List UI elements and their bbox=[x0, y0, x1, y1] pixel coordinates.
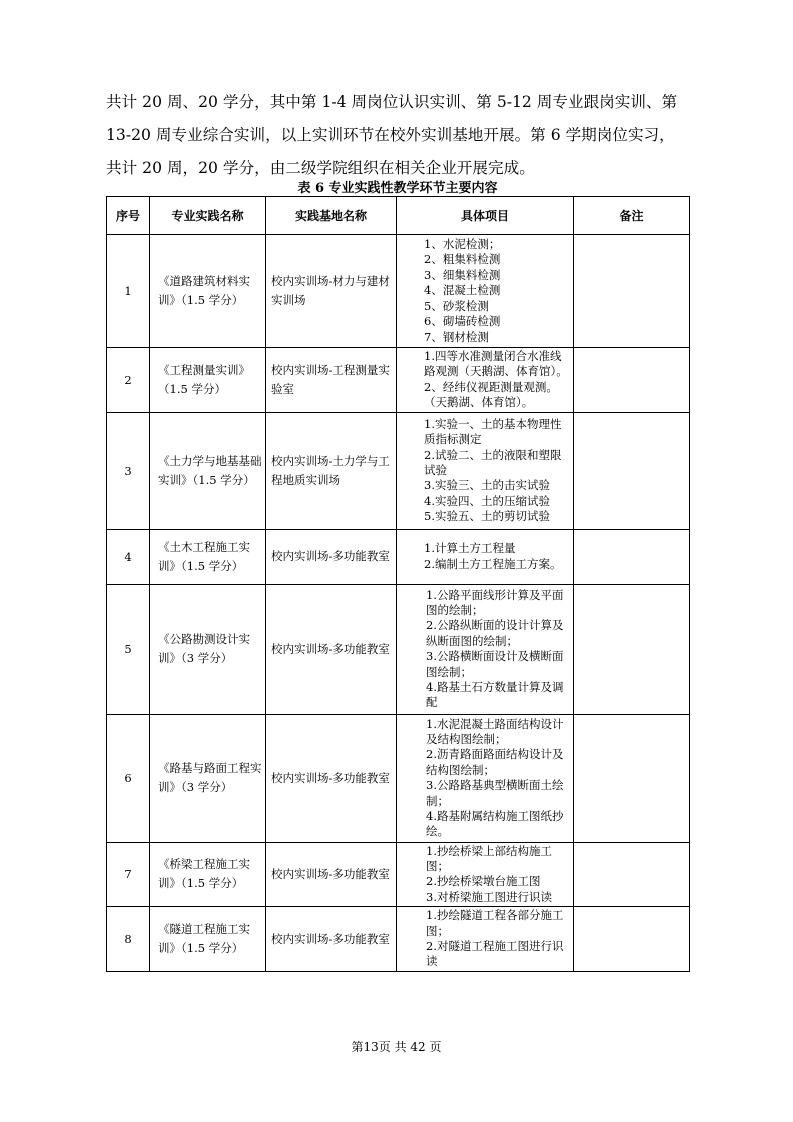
table-row bbox=[107, 529, 690, 584]
practice-note bbox=[574, 842, 690, 907]
row-number: 3 bbox=[107, 412, 150, 529]
item-line: 4.路基土石方数量计算及调配 bbox=[426, 679, 564, 710]
table-row bbox=[107, 714, 690, 842]
row-number: 8 bbox=[107, 907, 150, 972]
item-line: 4.路基附属结构施工图纸抄绘。 bbox=[426, 808, 564, 839]
practice-name: 《道路建筑材料实训》（1.5 学分） bbox=[150, 235, 266, 348]
table-header-row bbox=[107, 197, 690, 235]
item-line: 2、经纬仪视距测量观测。（天鹅湖、体育馆）。 bbox=[424, 379, 558, 410]
practice-items bbox=[397, 584, 574, 714]
row-number: 7 bbox=[107, 842, 150, 907]
intro-line: 共计 20 周、20 学分，其中第 1-4 周岗位认识实训、第 5-12 周专业跟岗实训、第 bbox=[106, 93, 678, 111]
table-row bbox=[107, 842, 690, 907]
practice-note bbox=[574, 412, 690, 529]
practice-name: 《土力学与地基基础实训》（1.5 学分） bbox=[150, 412, 266, 529]
item-line: 1.计算土方工程量 bbox=[424, 541, 516, 556]
header-cell: 序号 bbox=[107, 197, 150, 235]
item-line: 2.编制土方工程施工方案。 bbox=[424, 556, 562, 571]
practice-note bbox=[574, 348, 690, 413]
practice-note bbox=[574, 235, 690, 348]
practice-note bbox=[574, 584, 690, 714]
practice-base: 校内实训场-工程测量实验室 bbox=[266, 348, 397, 413]
table-row bbox=[107, 348, 690, 413]
practice-items bbox=[397, 529, 574, 584]
practice-items bbox=[397, 412, 574, 529]
practice-name: 《土木工程施工实训》（1.5 学分） bbox=[150, 529, 266, 584]
practice-items bbox=[397, 714, 574, 842]
item-line: 1.实验一、土的基本物理性质指标测定 bbox=[424, 416, 562, 447]
table-row bbox=[107, 412, 690, 529]
item-line: 2.试验二、土的液限和塑限试验 bbox=[424, 447, 562, 477]
practice-base: 校内实训场-多功能教室 bbox=[266, 907, 397, 972]
intro-line: 13-20 周专业综合实训，以上实训环节在校外实训基地开展。第 6 学期岗位实习， bbox=[106, 126, 675, 144]
practice-note bbox=[574, 714, 690, 842]
item-line: 1.公路平面线形计算及平面图的绘制； bbox=[426, 587, 564, 617]
header-cell: 实践基地名称 bbox=[266, 197, 397, 235]
practice-items bbox=[397, 235, 574, 348]
practice-items bbox=[397, 842, 574, 907]
practice-name: 《桥梁工程施工实训》（1.5 学分） bbox=[150, 842, 266, 907]
practice-items bbox=[397, 348, 574, 413]
item-line: 1.抄绘桥梁上部结构施工图； bbox=[426, 843, 552, 874]
item-line: 3.对桥梁施工图进行识读 bbox=[426, 889, 552, 904]
item-line: 3.公路路基典型横断面土绘制； bbox=[426, 778, 564, 808]
practice-base: 校内实训场-多功能教室 bbox=[266, 714, 397, 842]
item-line: 1、水泥检测； bbox=[424, 237, 501, 252]
row-number: 6 bbox=[107, 714, 150, 842]
practice-name: 《隧道工程施工实训》（1.5 学分） bbox=[150, 907, 266, 972]
item-line: 4、混凝土检测 bbox=[424, 283, 501, 298]
practice-base: 校内实训场-多功能教室 bbox=[266, 529, 397, 584]
practice-base: 校内实训场-土力学与工程地质实训场 bbox=[266, 412, 397, 529]
row-number: 2 bbox=[107, 348, 150, 413]
practice-items bbox=[397, 907, 574, 972]
page-footer: 第13页 共 42 页 bbox=[351, 1040, 442, 1054]
item-line: 2.对隧道工程施工图进行识读 bbox=[426, 939, 564, 969]
item-line: 1.水泥混凝土路面结构设计及结构图绘制； bbox=[426, 716, 564, 746]
item-line: 7、钢材检测 bbox=[424, 329, 489, 344]
practice-note bbox=[574, 907, 690, 972]
practice-name: 《公路勘测设计实训》（3 学分） bbox=[150, 584, 266, 714]
item-line: 2.公路纵断面的设计计算及纵断面图的绘制； bbox=[426, 618, 564, 648]
practice-table bbox=[106, 196, 690, 972]
item-line: 1.四等水准测量闭合水准线路观测（天鹅湖、体育馆）。 bbox=[424, 349, 568, 379]
intro-paragraph bbox=[106, 86, 686, 185]
header-cell: 备注 bbox=[574, 197, 690, 235]
row-number: 4 bbox=[107, 529, 150, 584]
item-line: 2、粗集料检测 bbox=[424, 252, 501, 267]
item-line: 1.抄绘隧道工程各部分施工图； bbox=[426, 908, 564, 938]
practice-base: 校内实训场-多功能教室 bbox=[266, 584, 397, 714]
table-row bbox=[107, 584, 690, 714]
item-line: 5.实验五、土的剪切试验 bbox=[424, 509, 550, 524]
practice-note bbox=[574, 529, 690, 584]
row-number: 5 bbox=[107, 584, 150, 714]
intro-line: 共计 20 周，20 学分，由二级学院组织在相关企业开展完成。 bbox=[106, 159, 535, 177]
item-line: 3、细集料检测 bbox=[424, 267, 501, 282]
header-cell: 具体项目 bbox=[397, 197, 574, 235]
practice-name: 《路基与路面工程实训》（3 学分） bbox=[150, 714, 266, 842]
practice-base: 校内实训场-多功能教室 bbox=[266, 842, 397, 907]
item-line: 4.实验四、土的压缩试验 bbox=[424, 493, 550, 508]
table-row bbox=[107, 907, 690, 972]
item-line: 2.抄绘桥梁墩台施工图 bbox=[426, 874, 541, 889]
item-line: 2.沥青路面路面结构设计及结构图绘制； bbox=[426, 747, 564, 777]
practice-name: 《工程测量实训》（1.5 学分） bbox=[150, 348, 266, 413]
table-row bbox=[107, 235, 690, 348]
item-line: 6、砌墙砖检测 bbox=[424, 314, 501, 329]
table-caption: 表 6 专业实践性教学环节主要内容 bbox=[297, 181, 498, 196]
row-number: 1 bbox=[107, 235, 150, 348]
item-line: 3.公路横断面设计及横断面图绘制； bbox=[426, 649, 564, 679]
practice-base: 校内实训场-材力与建材实训场 bbox=[266, 235, 397, 348]
item-line: 5、砂浆检测 bbox=[424, 298, 489, 313]
header-cell: 专业实践名称 bbox=[150, 197, 266, 235]
item-line: 3.实验三、土的击实试验 bbox=[424, 478, 550, 493]
